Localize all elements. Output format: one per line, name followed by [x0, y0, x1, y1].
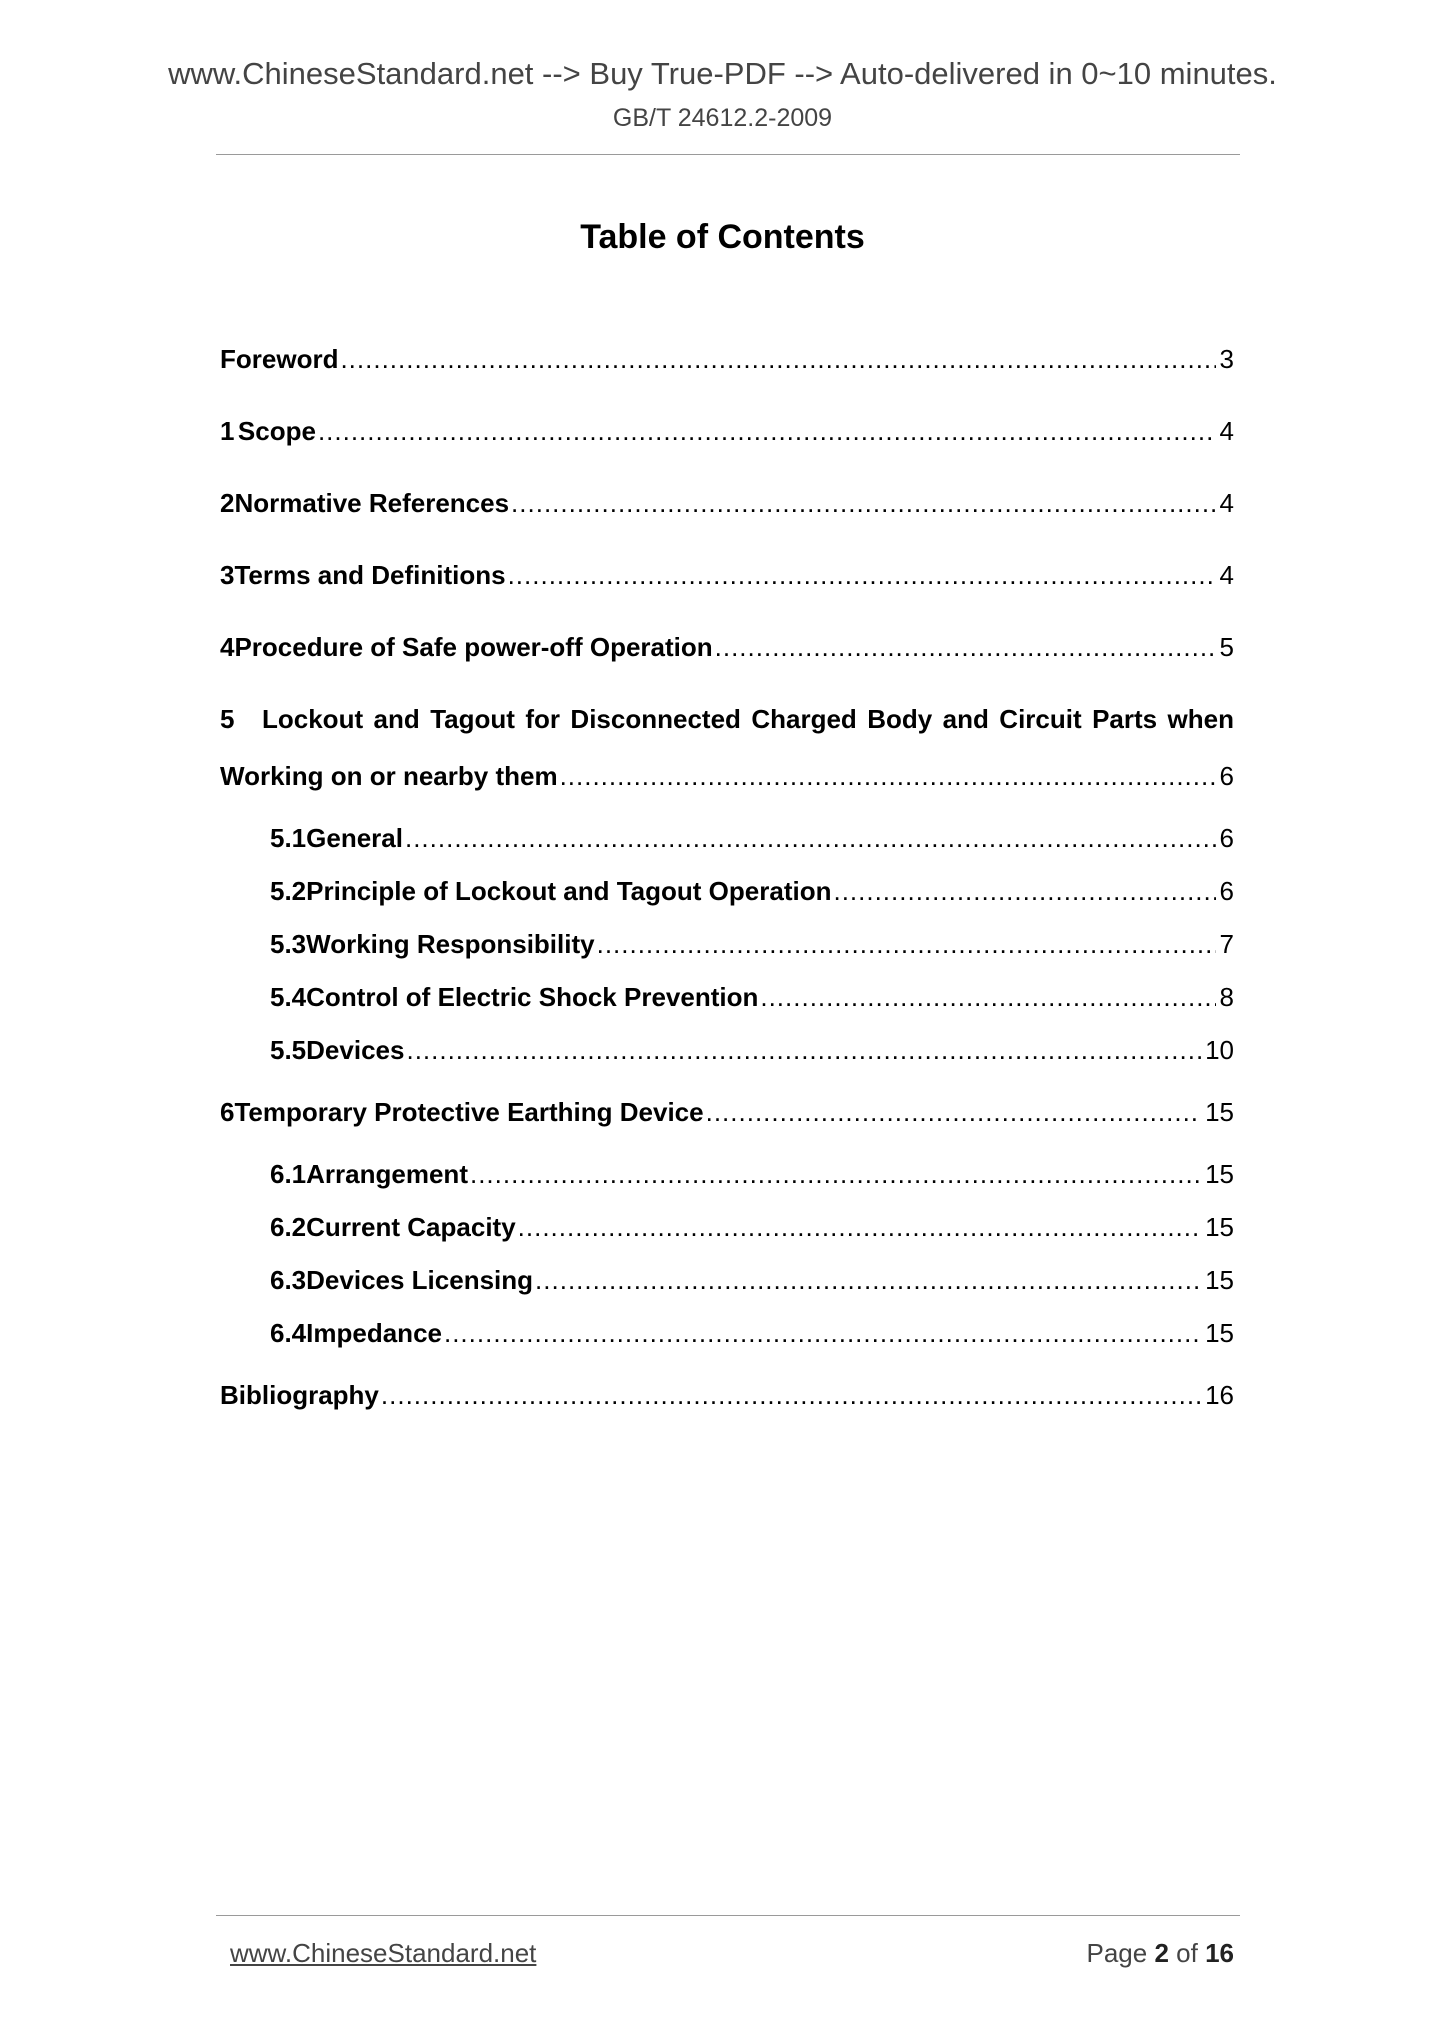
- toc-leader: [535, 1267, 1201, 1293]
- toc-page-number: 3: [1219, 344, 1234, 374]
- toc-label: Impedance: [306, 1318, 442, 1348]
- toc-leader: [511, 490, 1215, 516]
- toc-entry-normative-references[interactable]: [220, 490, 1234, 516]
- page-of: of: [1176, 1938, 1198, 1968]
- toc-number: 6.1: [270, 1159, 307, 1189]
- toc-leader: [318, 418, 1216, 444]
- toc-page-number: 4: [1219, 416, 1234, 446]
- toc-leader: [760, 984, 1215, 1010]
- toc-page-number: 10: [1205, 1035, 1234, 1065]
- toc-entry-safe-power-off[interactable]: [220, 634, 1234, 660]
- toc-entry-devices[interactable]: [270, 1037, 1234, 1063]
- toc-leader: [833, 878, 1215, 904]
- toc-entry-lockout-tagout-line2[interactable]: [220, 763, 1234, 789]
- toc-label: Lockout and Tagout for Disconnected Charged Body and Circuit Parts when: [262, 704, 1234, 734]
- toc-number: 6: [220, 1097, 235, 1127]
- toc-entry-principle-lockout[interactable]: [270, 878, 1234, 904]
- toc-page-number: 15: [1205, 1097, 1234, 1127]
- toc-number: 5.3: [270, 929, 307, 959]
- total-page-count: 16: [1205, 1938, 1234, 1968]
- toc-entry-arrangement[interactable]: [270, 1161, 1234, 1187]
- toc-entry-working-responsibility[interactable]: [270, 931, 1234, 957]
- toc-page-number: 6: [1219, 761, 1234, 791]
- toc-entry-general[interactable]: [270, 825, 1234, 851]
- page-prefix: Page: [1086, 1938, 1148, 1968]
- toc-page-number: 15: [1205, 1159, 1234, 1189]
- toc-page-number: 7: [1219, 929, 1234, 959]
- toc-label: Working Responsibility: [306, 929, 595, 959]
- toc-page-number: 16: [1205, 1380, 1234, 1410]
- toc-number: 6.3: [270, 1265, 307, 1295]
- toc-label: Normative References: [234, 488, 510, 518]
- toc-leader: [381, 1382, 1201, 1408]
- toc-label: Control of Electric Shock Prevention: [306, 982, 759, 1012]
- toc-label: Procedure of Safe power-off Operation: [234, 632, 713, 662]
- toc-entry-temporary-earthing[interactable]: [220, 1099, 1234, 1125]
- toc-leader: [518, 1214, 1201, 1240]
- toc-page-number: 15: [1205, 1318, 1234, 1348]
- toc-entry-electric-shock[interactable]: [270, 984, 1234, 1010]
- toc-leader: [508, 562, 1216, 588]
- toc-label: General: [306, 823, 403, 853]
- toc-page-number: 15: [1205, 1212, 1234, 1242]
- toc-entry-foreword[interactable]: [220, 346, 1234, 372]
- toc-label: Terms and Definitions: [234, 560, 506, 590]
- toc-number: 2: [220, 488, 235, 518]
- toc-leader: [406, 1037, 1201, 1063]
- current-page-number: 2: [1154, 1938, 1169, 1968]
- toc-entry-scope[interactable]: [220, 418, 1234, 444]
- toc-leader: [715, 634, 1216, 660]
- toc-number: 1: [220, 416, 235, 446]
- toc-label: Bibliography: [220, 1380, 379, 1410]
- toc-leader: [444, 1320, 1201, 1346]
- toc-entry-lockout-tagout-line1[interactable]: [220, 706, 1234, 732]
- toc-leader: [706, 1099, 1201, 1125]
- toc-label: Arrangement: [306, 1159, 468, 1189]
- toc-label: Devices: [306, 1035, 405, 1065]
- footer-divider: [216, 1915, 1240, 1916]
- toc-entry-terms-and-definitions[interactable]: [220, 562, 1234, 588]
- toc-number: 5: [220, 704, 235, 734]
- toc-entry-devices-licensing[interactable]: [270, 1267, 1234, 1293]
- toc-label: Temporary Protective Earthing Device: [234, 1097, 704, 1127]
- toc-leader: [470, 1161, 1201, 1187]
- toc-leader: [597, 931, 1216, 957]
- toc-page-number: 5: [1219, 632, 1234, 662]
- toc-entry-bibliography[interactable]: [220, 1382, 1234, 1408]
- toc-label: Foreword: [220, 344, 339, 374]
- toc-entry-current-capacity[interactable]: [270, 1214, 1234, 1240]
- footer-page-indicator: [1086, 1940, 1234, 1966]
- toc-leader: [560, 763, 1216, 789]
- toc-leader: [340, 346, 1215, 372]
- toc-number: 5.5: [270, 1035, 307, 1065]
- toc-label: Scope: [237, 416, 316, 446]
- toc-number: 4: [220, 632, 235, 662]
- toc-page-number: 6: [1219, 876, 1234, 906]
- toc-label: Working on or nearby them: [220, 761, 558, 791]
- toc-label: Principle of Lockout and Tagout Operation: [306, 876, 832, 906]
- toc-entry-impedance[interactable]: [270, 1320, 1234, 1346]
- toc-number: 5.2: [270, 876, 307, 906]
- toc-page-number: 6: [1219, 823, 1234, 853]
- toc-leader: [405, 825, 1216, 851]
- toc-number: 3: [220, 560, 235, 590]
- header-banner: www.ChineseStandard.net --> Buy True-PDF --> Auto-delivered in 0~10 minutes.: [168, 56, 1277, 91]
- toc-number: 6.2: [270, 1212, 307, 1242]
- toc-page-number: 8: [1219, 982, 1234, 1012]
- toc-label: Current Capacity: [306, 1212, 516, 1242]
- toc-number: 6.4: [270, 1318, 307, 1348]
- toc-label: Devices Licensing: [306, 1265, 534, 1295]
- toc-page-number: 4: [1219, 560, 1234, 590]
- page-title: Table of Contents: [580, 218, 865, 256]
- document-id: GB/T 24612.2-2009: [612, 104, 833, 132]
- toc-number: 5.1: [270, 823, 307, 853]
- footer-website-link[interactable]: www.ChineseStandard.net: [230, 1938, 537, 1968]
- toc-number: 5.4: [270, 982, 307, 1012]
- toc-page-number: 15: [1205, 1265, 1234, 1295]
- toc-page-number: 4: [1219, 488, 1234, 518]
